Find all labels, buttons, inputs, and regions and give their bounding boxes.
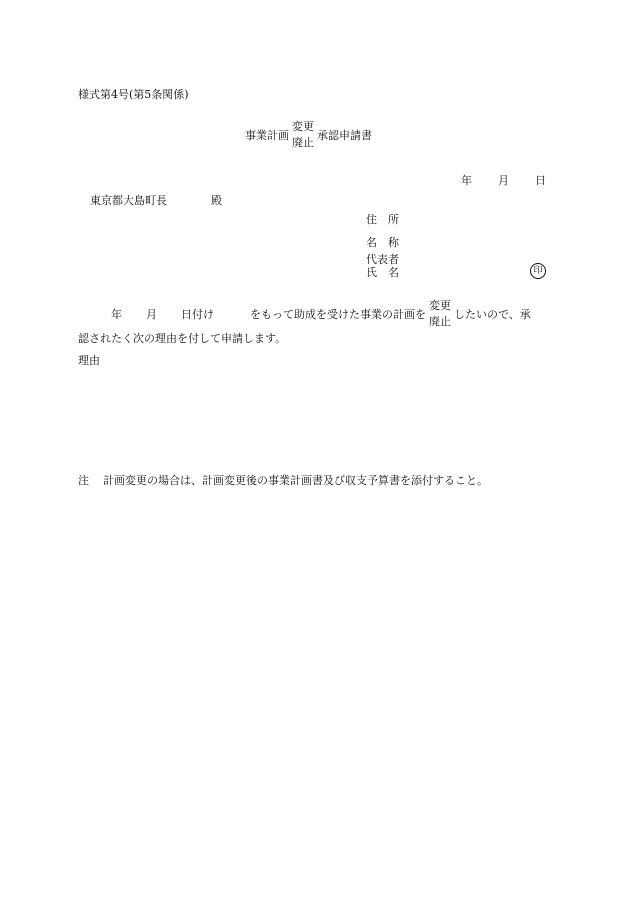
date-month: 月: [498, 174, 509, 187]
title-option-stack: [292, 119, 314, 151]
body-option-stack: [429, 298, 451, 330]
body-option-abolish: 廃止: [429, 315, 451, 328]
title-suffix: 承認申請書: [317, 129, 372, 142]
body-year: 年: [111, 308, 122, 321]
addressee-name: 東京都大島町長: [90, 194, 167, 207]
date-year: 年: [461, 174, 472, 187]
date-day: 日: [535, 174, 546, 187]
body-option-change: 変更: [429, 299, 451, 312]
body-line-2: 認されたく次の理由を付して申請します。: [78, 332, 287, 345]
body-dated: 日付け: [181, 308, 214, 321]
body-text-1: をもって助成を受けた事業の計画を: [250, 308, 426, 321]
body-line-1: [78, 297, 531, 331]
address-label: 住 所: [366, 213, 399, 226]
form-number: 様式第4号(第5条関係): [78, 88, 189, 101]
title-option-change: 変更: [292, 120, 314, 133]
document-title: [245, 118, 372, 152]
title-prefix: 事業計画: [245, 129, 289, 142]
note-label: 注: [78, 474, 89, 487]
body-month: 月: [146, 308, 157, 321]
addressee-honorific: 殿: [211, 194, 222, 207]
seal-mark: 印: [530, 263, 546, 279]
body-text-2: したいので、承: [454, 308, 531, 321]
title-option-abolish: 廃止: [292, 136, 314, 149]
reason-label: 理由: [78, 354, 100, 367]
note-text: 計画変更の場合は、計画変更後の事業計画書及び収支予算書を添付すること。: [103, 474, 488, 487]
company-name-label: 名 称: [366, 236, 399, 249]
addressee-line: [90, 192, 222, 208]
date-line: [461, 172, 546, 188]
representative-label: 代表者: [366, 253, 399, 266]
representative-name-label: 氏 名: [366, 266, 399, 279]
note-line: [78, 472, 488, 488]
